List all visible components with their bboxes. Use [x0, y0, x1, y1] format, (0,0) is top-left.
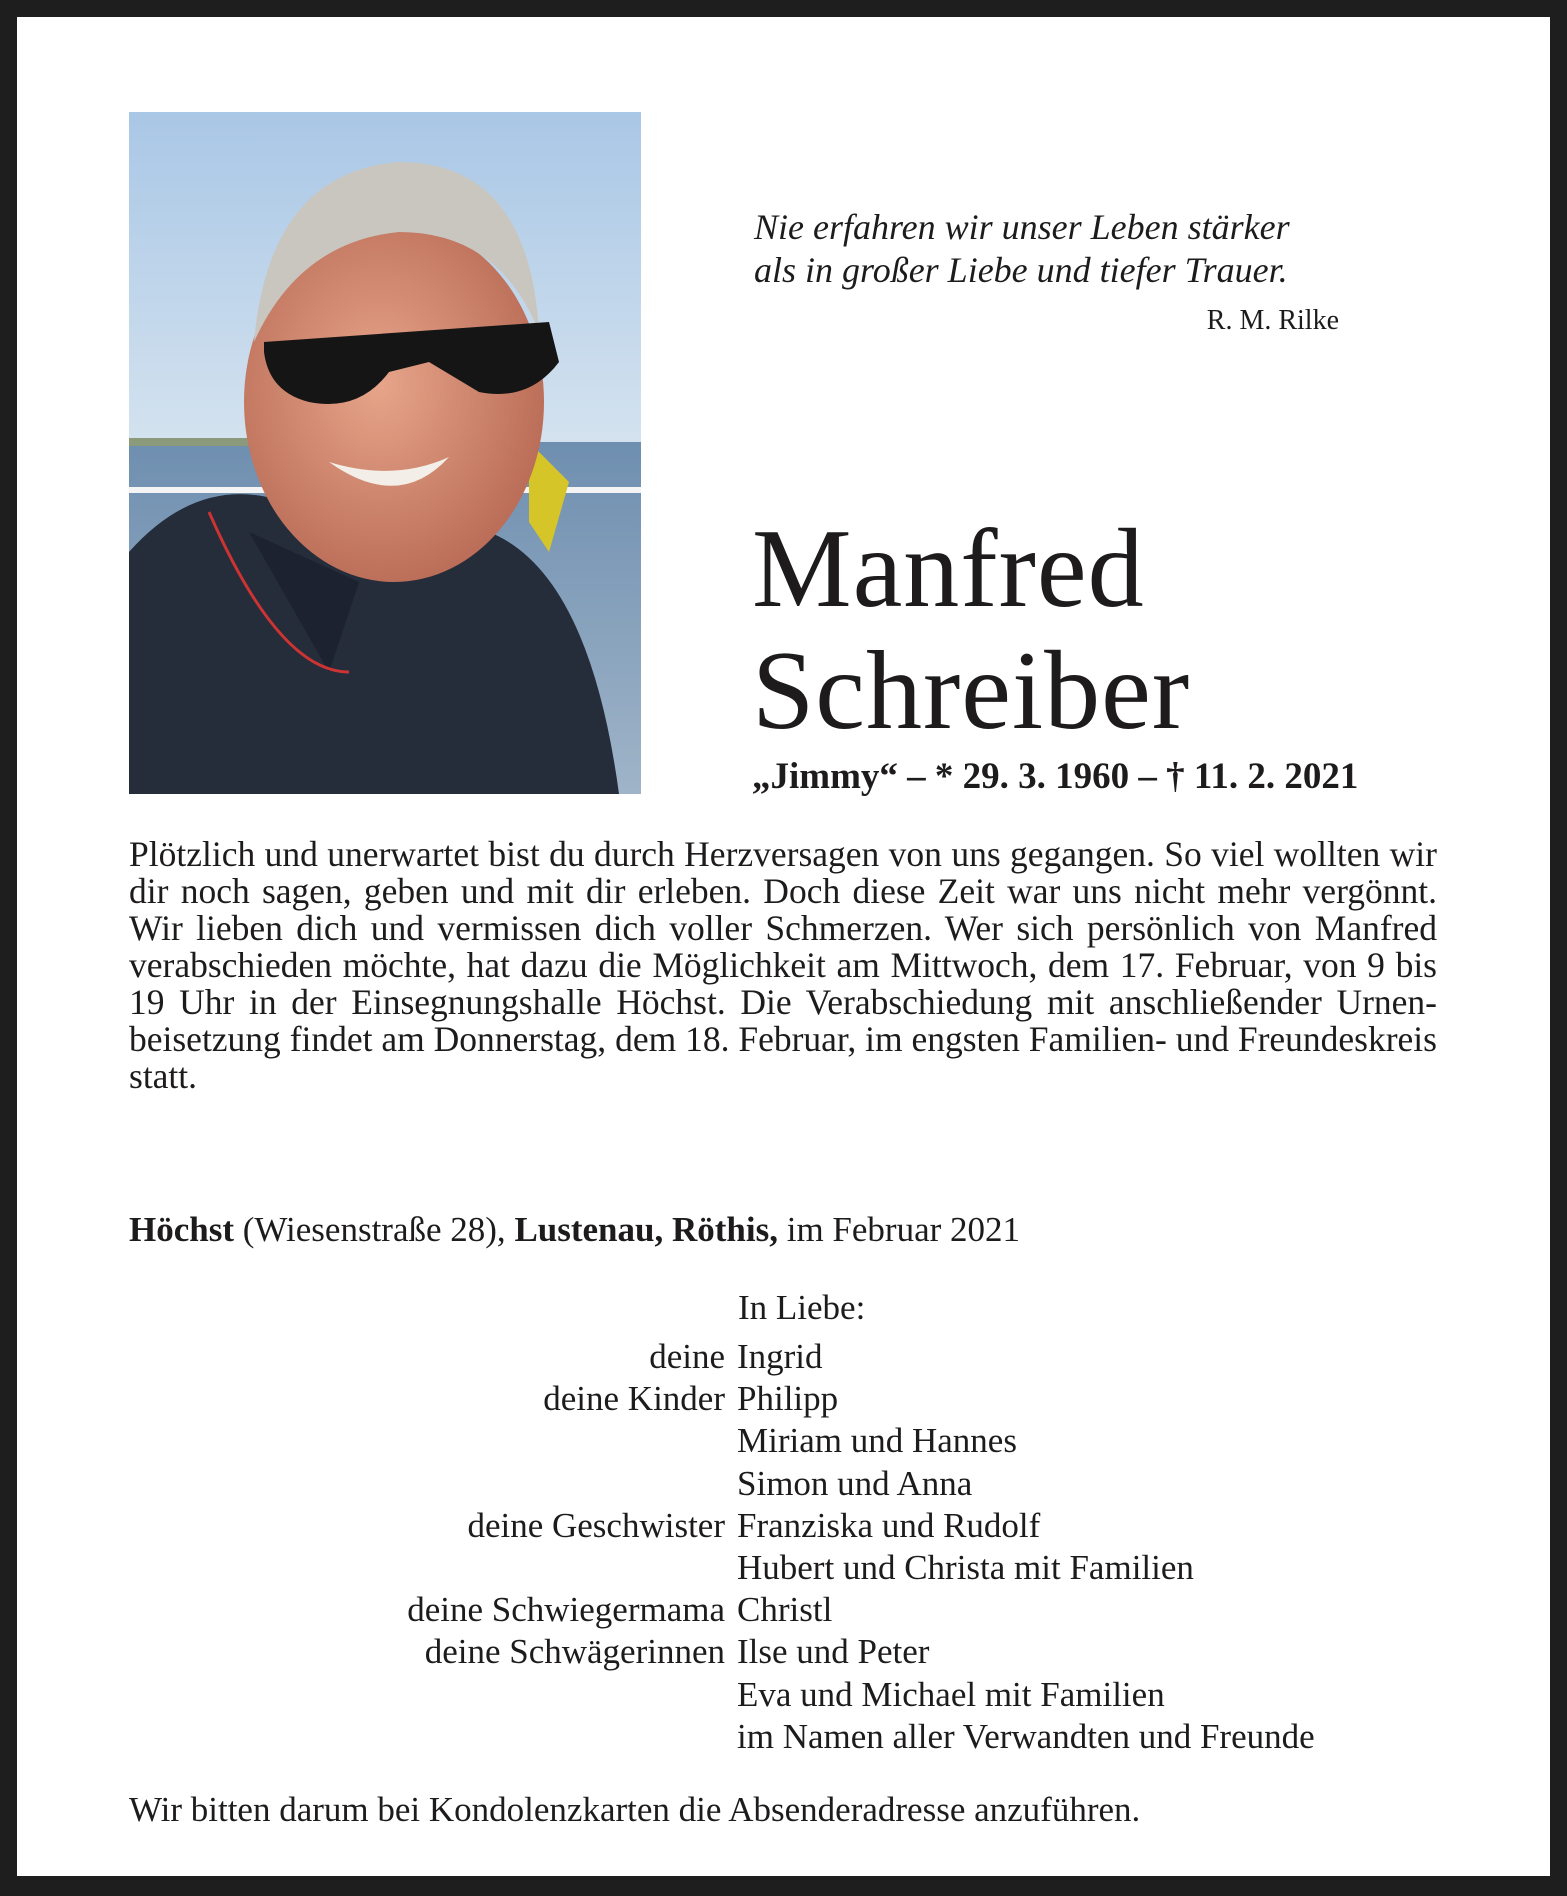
- mourner-name: im Namen aller Verwandten und Freunde: [737, 1716, 1315, 1756]
- mourner-name: Miriam und Hannes: [737, 1421, 1017, 1461]
- mourner-row: [129, 1378, 1459, 1420]
- relation-label: deine Schwägerinnen: [424, 1632, 725, 1672]
- mourner-row: [129, 1420, 1459, 1462]
- relation-label: [129, 1716, 737, 1758]
- portrait-photo: [129, 112, 641, 794]
- place-date-line: [129, 1210, 1020, 1250]
- life-dates: „Jimmy“ – * 29. 3. 1960 – † 11. 2. 2021: [752, 756, 1359, 797]
- quote-author: R. M. Rilke: [1206, 305, 1339, 336]
- address: (Wiesenstraße 28),: [234, 1210, 515, 1249]
- mourner-row: [129, 1674, 1459, 1716]
- first-name: Manfred: [752, 507, 1145, 631]
- relation-label: [129, 1420, 737, 1462]
- closing-note: Wir bitten darum bei Kondolenzkarten die Absenderadresse anzuführen.: [129, 1790, 1141, 1829]
- last-name: Schreiber: [752, 629, 1191, 753]
- mourner-name: Hubert und Christa mit Familien: [737, 1547, 1194, 1587]
- quote-line-1: Nie erfahren wir unser Leben stärker: [754, 207, 1290, 247]
- quote-line-2: als in großer Liebe und tiefer Trauer.: [754, 250, 1288, 290]
- relation-label: [129, 1674, 737, 1716]
- mourner-name: Philipp: [737, 1379, 839, 1419]
- mourner-name: Eva und Michael mit Familien: [737, 1674, 1165, 1714]
- mourner-name: Christl: [737, 1590, 833, 1630]
- mourner-name: Ilse und Peter: [737, 1632, 930, 1672]
- mourner-name: Simon und Anna: [737, 1463, 973, 1503]
- in-liebe-heading: In Liebe:: [738, 1288, 866, 1327]
- towns-2: Lustenau, Röthis,: [514, 1210, 778, 1249]
- mourner-name: Franziska und Rudolf: [737, 1505, 1041, 1545]
- relation-label: [129, 1547, 737, 1589]
- date: im Februar 2021: [777, 1210, 1021, 1249]
- mourner-row: [129, 1716, 1459, 1758]
- relation-label: [129, 1463, 737, 1505]
- mourner-row: [129, 1463, 1459, 1505]
- obituary-text: Plötzlich und unerwartet bist du durch Herzversagen von uns gegangen. So viel wollten wir dir noch sagen, geben und mit dir erleben. Doch diese Zeit war uns nicht mehr vergönnt. Wir lieben dich und vermissen dich voller Schmerzen. Wer sich persönlich von Manfred verabschieden möchte, hat dazu die Möglichkeit am Mittwoch, dem 17. Februar, von 9 bis 19 Uhr in der Einsegnungshalle Höchst. Die Verabschiedung mit anschließender Urnenbeisetzung findet am Donnerstag, dem 18. Februar, im engsten Familien- und Freundeskreis statt.: [129, 834, 1437, 1096]
- relation-label: deine: [649, 1337, 725, 1376]
- quote: [754, 206, 1344, 292]
- relation-label: deine Kinder: [543, 1379, 725, 1419]
- mourner-name: Ingrid: [737, 1337, 823, 1376]
- town-1: Höchst: [129, 1210, 234, 1249]
- mourner-row: [129, 1589, 1459, 1631]
- deceased-name: [752, 508, 1190, 752]
- mourner-row: [129, 1505, 1459, 1547]
- mourner-row: [129, 1336, 1459, 1378]
- relation-label: deine Geschwister: [467, 1505, 725, 1545]
- mourner-row: [129, 1547, 1459, 1589]
- mourners-list: [129, 1336, 1459, 1758]
- mourner-row: [129, 1631, 1459, 1673]
- relation-label: deine Schwiegermama: [407, 1590, 725, 1630]
